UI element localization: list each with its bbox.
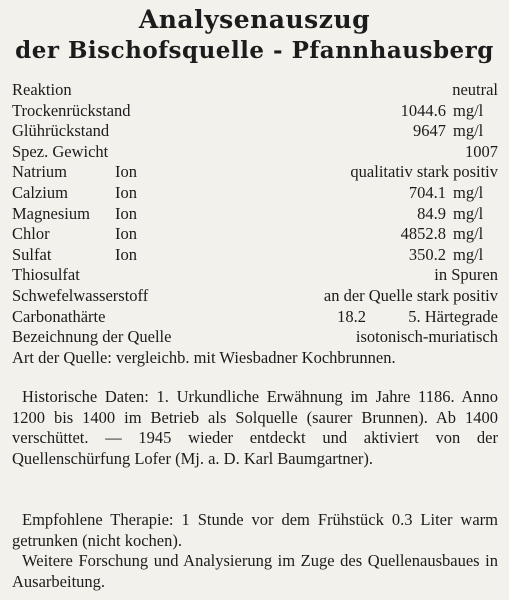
row-label: Glührückstand [12,121,110,141]
row-label: Magnesium [12,203,90,223]
history-paragraph [12,387,498,469]
row-schwefelwasserstoff [12,286,498,307]
therapy-text: 1 Stunde vor dem Frühstück 0.3 Liter warm getrunken (nicht kochen). [12,510,499,550]
row-ion: Ion [115,162,137,182]
therapy-paragraph [12,510,498,551]
row-label: Natrium [12,162,67,182]
row-ion: Ion [115,182,137,202]
row-label: Reaktion [12,80,72,99]
row-bezeichnung [12,327,498,348]
row-thiosulfat [12,265,498,286]
row-label: Carbonathärte [12,306,106,326]
row-unit: mg/l [453,100,484,120]
row-sulfat [12,245,498,266]
row-number: 18.2 [337,306,366,326]
row-ion: Ion [115,244,137,264]
row-value: in Spuren [434,265,498,285]
research-text: Weitere Forschung und Analysierung im Zuge des Quellenausbaues in Ausarbeitung. [12,551,498,591]
row-magnesium [12,204,498,225]
row-value: an der Quelle stark positiv [323,285,498,305]
therapy-label: Empfohlene Therapie: [22,510,174,529]
row-calzium [12,183,498,204]
row-number: 9647 [413,121,446,141]
page-subtitle: der Bischofsquelle - Pfannhausberg [15,37,494,64]
row-spez-gewicht [12,142,498,163]
row-label: Schwefelwasserstoff [12,285,149,305]
page-title: Analysenauszug [138,5,371,34]
row-label: Bezeichnung der Quelle [12,327,172,347]
row-label: Spez. Gewicht [12,141,109,161]
row-label: Trockenrückstand [12,100,131,120]
research-paragraph [12,551,498,592]
row-label: Sulfat [12,244,52,264]
row-number: 350.2 [408,244,446,264]
row-ion: Ion [115,224,137,244]
row-chlor [12,224,498,245]
history-label: Historische Daten: [22,387,149,406]
row-value: 1007 [465,141,498,161]
row-label: Calzium [12,182,68,202]
row-number: 84.9 [417,203,446,223]
row-text: Art der Quelle: vergleichb. mit Wiesbadner Kochbrunnen. [12,347,396,367]
row-unit: mg/l [453,244,484,264]
row-unit: mg/l [453,224,484,244]
row-carbonathaerte [12,307,498,328]
row-value: neutral [452,80,498,99]
row-value: 5. Härtegrade [408,306,498,326]
row-natrium [12,162,498,183]
row-value: qualitativ stark positiv [350,162,498,182]
row-number: 4852.8 [400,224,446,244]
row-unit: mg/l [453,203,484,223]
analysis-table [12,80,498,368]
row-label: Thiosulfat [12,265,80,285]
row-trockenrueckstand [12,101,498,122]
row-label: Chlor [12,224,50,244]
row-reaktion [12,80,498,101]
row-unit: mg/l [453,121,484,141]
row-number: 1044.6 [400,100,446,120]
row-gluehrueckstand [12,121,498,142]
row-ion: Ion [115,203,137,223]
history-text: 1. Urkundliche Erwähnung im Jahre 1186. Anno 1200 bis 1400 im Betrieb als Solquelle (saurer Brunnen). Ab 1400 verschüttet. — 1945 wieder entdeckt und aktiviert von der Quellenschürfung Lofer (Mj. a. D. Karl Baumgartner). [12,387,499,468]
row-number: 704.1 [408,182,446,202]
row-value: isotonisch-muriatisch [355,327,498,347]
row-unit: mg/l [453,182,484,202]
row-art [12,348,498,369]
